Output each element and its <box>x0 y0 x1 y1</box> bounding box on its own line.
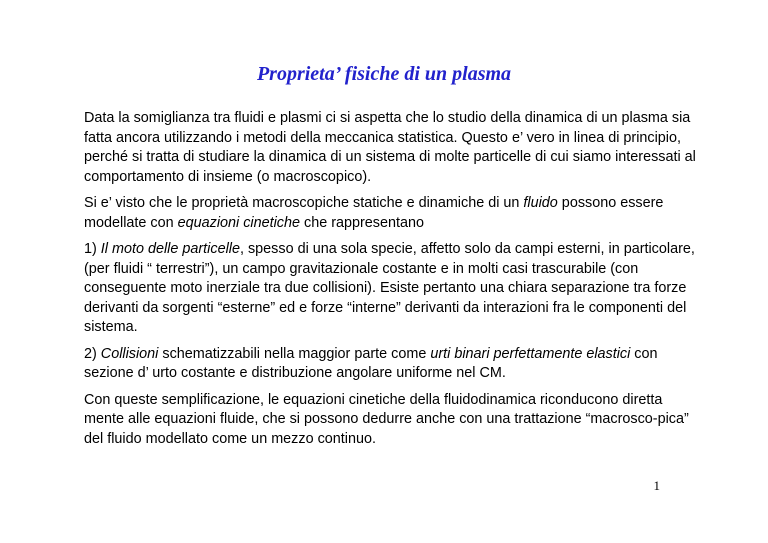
paragraph-fluid-properties <box>84 194 696 233</box>
slide-title: Proprieta’ fisiche di un plasma <box>256 63 512 85</box>
term-collisioni: Collisioni <box>100 345 159 362</box>
page-number: 1 <box>653 478 660 493</box>
text-run: schematizzabili nella maggior parte come <box>158 345 431 362</box>
text-run: , spesso di una sola specie, affetto solo da campi esterni, in particolare, (per fluidi “ terrestri”), un campo gravitazionale costante e in molti casi trascurabile (con conseguente moto inerziale tra due collisioni). Esiste pertanto una chiara separazione tra forze derivanti da sorgenti “esterne” ed e forze “interne” derivanti da interazioni fra le componenti del sistema. <box>84 241 695 335</box>
text-run: Si e’ visto che le proprietà macroscopiche statiche e dinamiche di un <box>84 195 524 211</box>
term-fluido: fluido <box>523 195 558 211</box>
paragraph-conclusion: Con queste semplificazione, le equazioni cinetiche della fluidodinamica riconducono diretta mente alle equazioni fluide, che si possono dedurre anche con una trattazione “macrosco-pica” del fluido modellato come un mezzo continuo. <box>84 391 689 447</box>
text-run: con sezione d’ urto costante e distribuzione angolare uniforme nel CM. <box>84 345 658 381</box>
term-moto-particelle: Il moto delle particelle <box>100 241 240 257</box>
paragraph-intro: Data la somiglianza tra fluidi e plasmi ci si aspetta che lo studio della dinamica di un plasma sia fatta ancora utilizzando i metodi della meccanica statistica. Questo e’ vero in linea di principio, perché si tratta di studiare la dinamica di un sistema di molte particelle di cui siamo interessati al comportamento di insieme (o macroscopico). <box>84 110 696 185</box>
term-urti-binari: urti binari perfettamente elastici <box>430 345 631 362</box>
slide-body <box>84 109 696 456</box>
list-marker-2: 2) <box>84 345 101 362</box>
paragraph-point-1 <box>84 240 696 338</box>
term-equazioni-cinetiche: equazioni cinetiche <box>177 214 301 231</box>
text-run: possono essere modellate con <box>84 195 664 231</box>
text-run: che rappresentano <box>300 214 425 231</box>
list-marker-1: 1) <box>84 241 101 257</box>
paragraph-point-2 <box>84 345 696 384</box>
